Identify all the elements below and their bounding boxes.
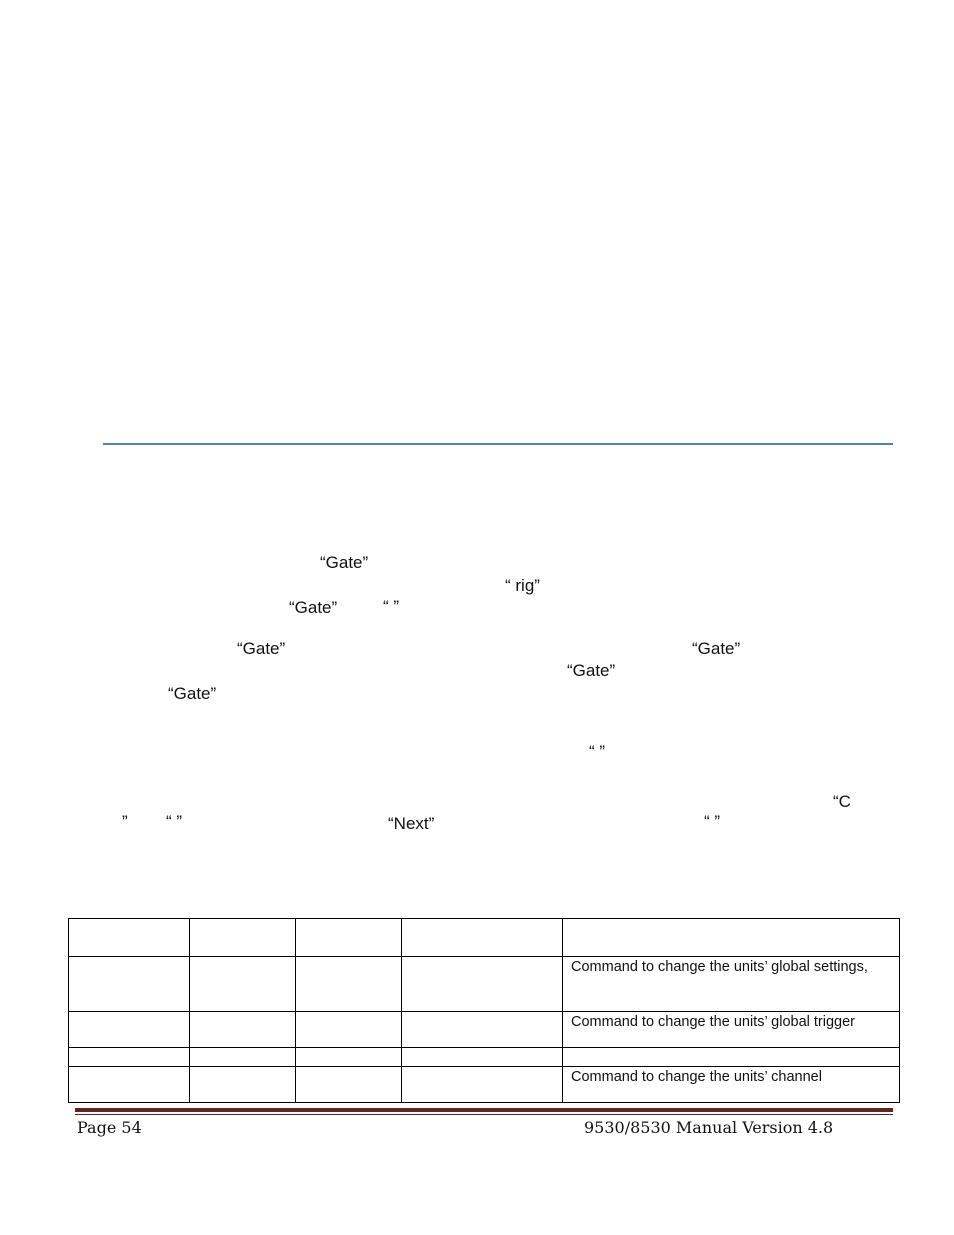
table-cell (69, 919, 190, 957)
body-fragment-gate-6: “Gate” (168, 684, 217, 703)
table-cell (190, 919, 296, 957)
footer-rule (75, 1108, 893, 1112)
body-fragment-quote-c: “C (833, 792, 851, 811)
table-cell (402, 919, 563, 957)
body-fragment-quote-close-1: ” (122, 812, 128, 831)
table-cell (190, 1067, 296, 1103)
body-fragment-quote-1: “ ” (383, 597, 400, 616)
row-description: Command to change the units’ global trigger (571, 1014, 855, 1030)
body-fragment-gate-2: “Gate” (289, 598, 338, 617)
table-cell (402, 957, 563, 1012)
table-cell (402, 1012, 563, 1048)
table-row (69, 957, 900, 1012)
row-description: Command to change the units’ channel (571, 1069, 822, 1085)
table-cell (296, 1012, 402, 1048)
body-fragment-gate-1: “Gate” (320, 553, 369, 572)
table-row (69, 1067, 900, 1103)
table-cell (69, 1012, 190, 1048)
body-fragment-quote-4: “ ” (704, 812, 721, 831)
table-cell (296, 957, 402, 1012)
body-fragment-quote-2: “ ” (589, 742, 606, 761)
body-fragment-gate-5: “Gate” (567, 661, 616, 680)
table-cell (190, 1012, 296, 1048)
table-cell (190, 1048, 296, 1067)
page-number: Page 54 (77, 1118, 142, 1137)
table-cell (69, 957, 190, 1012)
table-cell (296, 1048, 402, 1067)
body-fragment-quote-3: “ ” (166, 812, 183, 831)
table-cell (69, 1067, 190, 1103)
table-cell (69, 1048, 190, 1067)
table-cell (190, 957, 296, 1012)
section-divider (103, 443, 893, 445)
table-row (69, 1012, 900, 1048)
table-cell (402, 1067, 563, 1103)
body-fragment-gate-4: “Gate” (692, 639, 741, 658)
manual-version: 9530/8530 Manual Version 4.8 (584, 1118, 834, 1137)
table-row (69, 919, 900, 957)
table-cell (563, 1048, 900, 1067)
footer-rule-thin (75, 1114, 893, 1115)
table-cell-description (563, 1067, 900, 1103)
table-cell-description (563, 957, 900, 1012)
body-fragment-gate-3: “Gate” (237, 639, 286, 658)
table-cell (563, 919, 900, 957)
command-table (68, 918, 900, 1103)
table-cell-description (563, 1012, 900, 1048)
table-cell (402, 1048, 563, 1067)
body-fragment-trig: “ rig” (505, 576, 540, 595)
table-cell (296, 919, 402, 957)
body-fragment-next: “Next” (388, 814, 435, 833)
row-description: Command to change the units’ global settings, (571, 959, 868, 975)
table-row (69, 1048, 900, 1067)
table-cell (296, 1067, 402, 1103)
